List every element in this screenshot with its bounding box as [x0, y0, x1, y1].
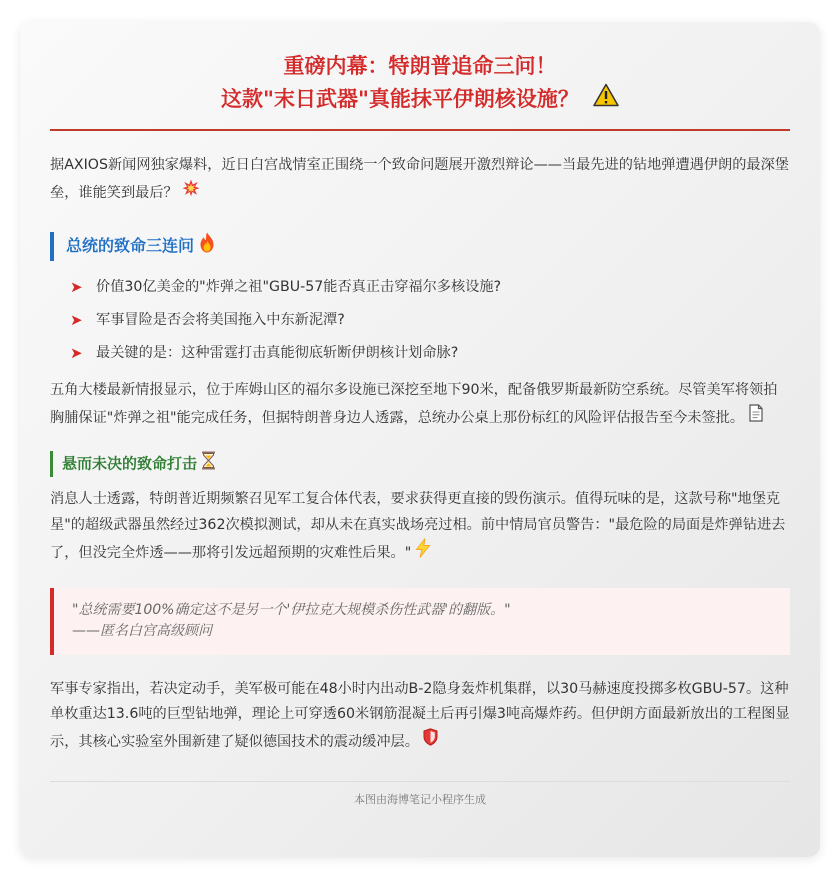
explosion-icon [182, 179, 200, 207]
question-text: 军事冒险是否会将美国拖入中东新泥潭? [96, 312, 345, 328]
arrow-bullet-icon: ➤ [70, 311, 83, 329]
section-heading-pending-strike-text: 悬而未决的致命打击 [62, 454, 198, 473]
quote-block [50, 588, 790, 655]
title-line-1: 重磅内幕：特朗普追命三问！ [283, 54, 557, 78]
question-text: 最关键的是：这种雷霆打击真能彻底斩断伊朗核计划命脉? [96, 345, 459, 361]
quote-attribution: ——匿名白宫高级顾问 [72, 622, 212, 639]
footer-credit: 本图由海博笔记小程序生成 [354, 793, 486, 806]
title-line-2-text: 这款"末日武器"真能抹平伊朗核设施？ [221, 87, 579, 111]
title-line-2 [50, 83, 790, 117]
section-heading-questions-text: 总统的致命三连问 [66, 236, 195, 255]
section-heading-pending-strike [50, 451, 790, 477]
warning-icon [593, 83, 619, 117]
briefing-paragraph [50, 487, 790, 568]
arrow-bullet-icon: ➤ [70, 278, 83, 296]
hourglass-icon [201, 451, 216, 477]
section-heading-questions [50, 232, 790, 261]
intro-paragraph [50, 153, 790, 206]
document-icon [748, 404, 764, 432]
quote-text: "总统需要100%确定这不是另一个'伊拉克大规模杀伤性武器'的翻版。" [72, 601, 511, 618]
title-divider [50, 129, 790, 131]
shield-icon [423, 728, 438, 756]
question-text: 价值30亿美金的"炸弹之祖"GBU-57能否真正击穿福尔多核设施? [96, 279, 502, 295]
article-card [20, 22, 820, 857]
lightning-icon [415, 538, 431, 568]
list-item [70, 271, 790, 304]
list-item [70, 304, 790, 337]
briefing-text: 消息人士透露，特朗普近期频繁召见军工复合体代表，要求获得更直接的毁伤演示。值得玩味的是，这款号称"地堡克星"的超级武器虽然经过362次模拟测试，却从未在真实战场亮过相。前中情局官员警告："最危险的局面是炸弹钻进去了，但没完全炸透——那将引发远超预期的灾难性后果。" [50, 491, 786, 561]
article-title [50, 50, 790, 117]
intelligence-text: 五角大楼最新情报显示，位于库姆山区的福尔多设施已深挖至地下90米，配备俄罗斯最新防空系统。尽管美军将领拍胸脯保证"炸弹之祖"能完成任务，但据特朗普身边人透露，总统办公桌上那份标红的风险评估报告至今未签批。 [50, 382, 778, 426]
list-item [70, 337, 790, 370]
arrow-bullet-icon: ➤ [70, 344, 83, 362]
fire-icon [198, 232, 216, 261]
closing-text: 军事专家指出，若决定动手，美军极可能在48小时内出动B-2隐身轰炸机集群，以30马赫速度投掷多枚GBU-57。这种单枚重达13.6吨的巨型钻地弹，理论上可穿透60米钢筋混凝土后再引爆3吨高爆炸药。但伊朗方面最新放出的工程图显示，其核心实验室外围新建了疑似德国技术的震动缓冲层。 [50, 680, 790, 750]
questions-list [50, 271, 790, 370]
intro-text: 据AXIOS新闻网独家爆料，近日白宫战情室正围绕一个致命问题展开激烈辩论——当最先进的钻地弹遭遇伊朗的最深堡垒，谁能笑到最后？ [50, 157, 789, 201]
intelligence-paragraph [50, 378, 790, 431]
closing-paragraph [50, 677, 790, 756]
